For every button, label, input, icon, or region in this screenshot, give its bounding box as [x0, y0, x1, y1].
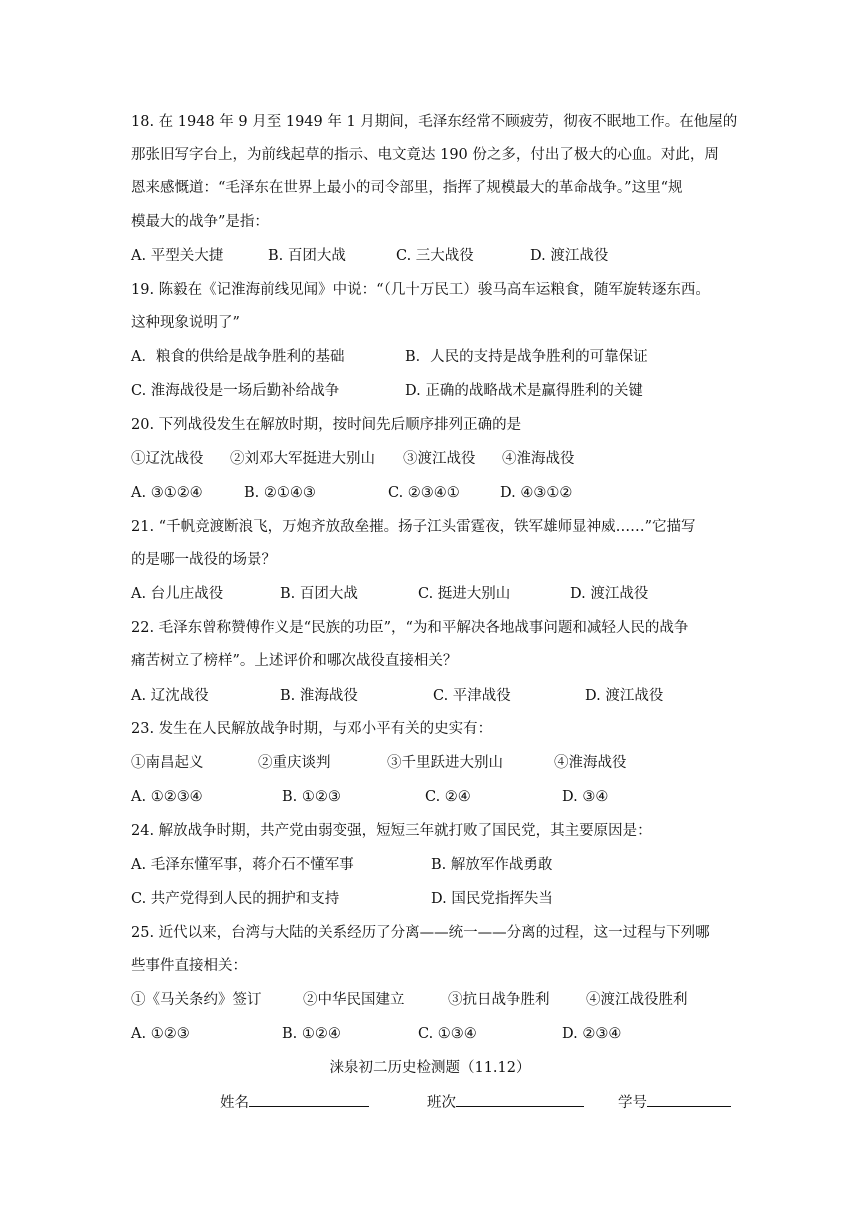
q22-stem-line-2: 痛苦树立了榜样”。上述评价和哪次战役直接相关？: [131, 653, 458, 669]
q22-option-c: C. 平津战役: [433, 688, 511, 704]
q23-item-3: ③千里跃进大别山: [387, 755, 503, 771]
q18-option-b: B. 百团大战: [268, 248, 346, 264]
q22-option-b: B. 淮海战役: [280, 688, 358, 704]
q22-stem-line-1: 22. 毛泽东曾称赞傅作义是“民族的功臣”，“为和平解决各地战事问题和减轻人民的战争: [131, 620, 689, 636]
q18-stem-line-4: 模最大的战争”是指：: [131, 214, 269, 230]
q19-option-c: C. 淮海战役是一场后勤补给战争: [131, 383, 340, 399]
q23-option-d: D. ③④: [562, 789, 609, 805]
student-no-blank[interactable]: [647, 1092, 731, 1107]
q25-option-d: D. ②③④: [562, 1026, 622, 1042]
q21-option-b: B. 百团大战: [280, 586, 358, 602]
q22-option-d: D. 渡江战役: [585, 688, 664, 704]
q23-option-c: C. ②④: [425, 789, 471, 805]
q20-item-1: ①辽沈战役: [131, 451, 204, 467]
class-field[interactable]: [427, 1092, 584, 1113]
q21-option-d: D. 渡江战役: [570, 586, 649, 602]
q19-stem-line-1: 19. 陈毅在《记淮海前线见闻》中说：“（几十万民工）骏马高车运粮食，随军旋转逐东西。: [131, 282, 710, 298]
q18-option-a: A. 平型关大捷: [131, 248, 224, 264]
q24-option-b: B. 解放军作战勇敢: [431, 857, 553, 873]
q25-option-c: C. ①③④: [418, 1026, 477, 1042]
q25-item-3: ③抗日战争胜利: [448, 992, 550, 1008]
q23-item-1: ①南昌起义: [131, 755, 204, 771]
class-blank[interactable]: [456, 1092, 584, 1107]
q20-item-3: ③渡江战役: [403, 451, 476, 467]
q21-option-a: A. 台儿庄战役: [131, 586, 224, 602]
q23-stem-line-1: 23. 发生在人民解放战争时期，与邓小平有关的史实有：: [131, 721, 493, 737]
q20-stem-line-1: 20. 下列战役发生在解放时期，按时间先后顺序排列正确的是: [131, 417, 522, 433]
name-blank[interactable]: [249, 1092, 369, 1107]
q24-option-c: C. 共产党得到人民的拥护和支持: [131, 891, 340, 907]
q21-option-c: C. 挺进大别山: [418, 586, 511, 602]
q25-item-2: ②中华民国建立: [303, 992, 405, 1008]
q20-option-c: C. ②③④①: [388, 485, 460, 501]
q19-option-b: B．人民的支持是战争胜利的可靠保证: [405, 349, 648, 365]
q20-option-d: D. ④③①②: [500, 485, 573, 501]
q25-stem-line-1: 25. 近代以来，台湾与大陆的关系经历了分离——统一——分离的过程，这一过程与下列哪: [131, 925, 710, 941]
q25-stem-line-2: 些事件直接相关：: [131, 958, 247, 974]
q23-option-a: A. ①②③④: [131, 789, 203, 805]
exam-title: 涞泉初二历史检测题（11.12）: [329, 1060, 531, 1076]
q24-option-d: D. 国民党指挥失当: [431, 891, 553, 907]
q25-option-b: B. ①②④: [282, 1026, 341, 1042]
q24-option-a: A. 毛泽东懂军事，蒋介石不懂军事: [131, 857, 354, 873]
q20-item-2: ②刘邓大军挺进大别山: [230, 451, 375, 467]
q20-item-4: ④淮海战役: [502, 451, 575, 467]
name-label: 姓名: [220, 1095, 249, 1111]
q18-option-c: C. 三大战役: [396, 248, 474, 264]
q25-option-a: A. ①②③: [131, 1026, 190, 1042]
q20-option-b: B. ②①④③: [244, 485, 316, 501]
q18-stem-line-3: 恩来感慨道：“毛泽东在世界上最小的司令部里，指挥了规模最大的革命战争。”这里“规: [131, 180, 683, 196]
q24-stem-line-1: 24. 解放战争时期，共产党由弱变强，短短三年就打败了国民党，其主要原因是：: [131, 823, 652, 839]
q25-item-4: ④渡江战役胜利: [586, 992, 688, 1008]
q18-stem-line-1: 18. 在 1948 年 9 月至 1949 年 1 月期间，毛泽东经常不顾疲劳，彻夜不眠地工作。在他屋的: [131, 114, 738, 130]
class-label: 班次: [427, 1095, 456, 1111]
q23-item-4: ④淮海战役: [554, 755, 627, 771]
student-no-field[interactable]: [618, 1092, 731, 1113]
q23-option-b: B. ①②③: [282, 789, 341, 805]
q23-item-2: ②重庆谈判: [258, 755, 331, 771]
q18-stem-line-2: 那张旧写字台上，为前线起草的指示、电文竟达 190 份之多，付出了极大的心血。对此，周: [131, 147, 719, 163]
q21-stem-line-2: 的是哪一战役的场景？: [131, 552, 276, 568]
q19-option-d: D. 正确的战略战术是赢得胜利的关键: [405, 383, 643, 399]
q21-stem-line-1: 21. “千帆竞渡断浪飞，万炮齐放敌垒摧。扬子江头雷霆夜，铁军雄师显神威……”它描写: [131, 519, 696, 535]
q25-item-1: ①《马关条约》签订: [131, 992, 262, 1008]
q19-stem-line-2: 这种现象说明了”: [131, 315, 240, 331]
q19-option-a: A．粮食的供给是战争胜利的基础: [131, 349, 345, 365]
q18-option-d: D. 渡江战役: [530, 248, 609, 264]
q22-option-a: A. 辽沈战役: [131, 688, 209, 704]
q20-option-a: A. ③①②④: [131, 485, 203, 501]
name-field[interactable]: [220, 1092, 369, 1113]
student-no-label: 学号: [618, 1095, 647, 1111]
